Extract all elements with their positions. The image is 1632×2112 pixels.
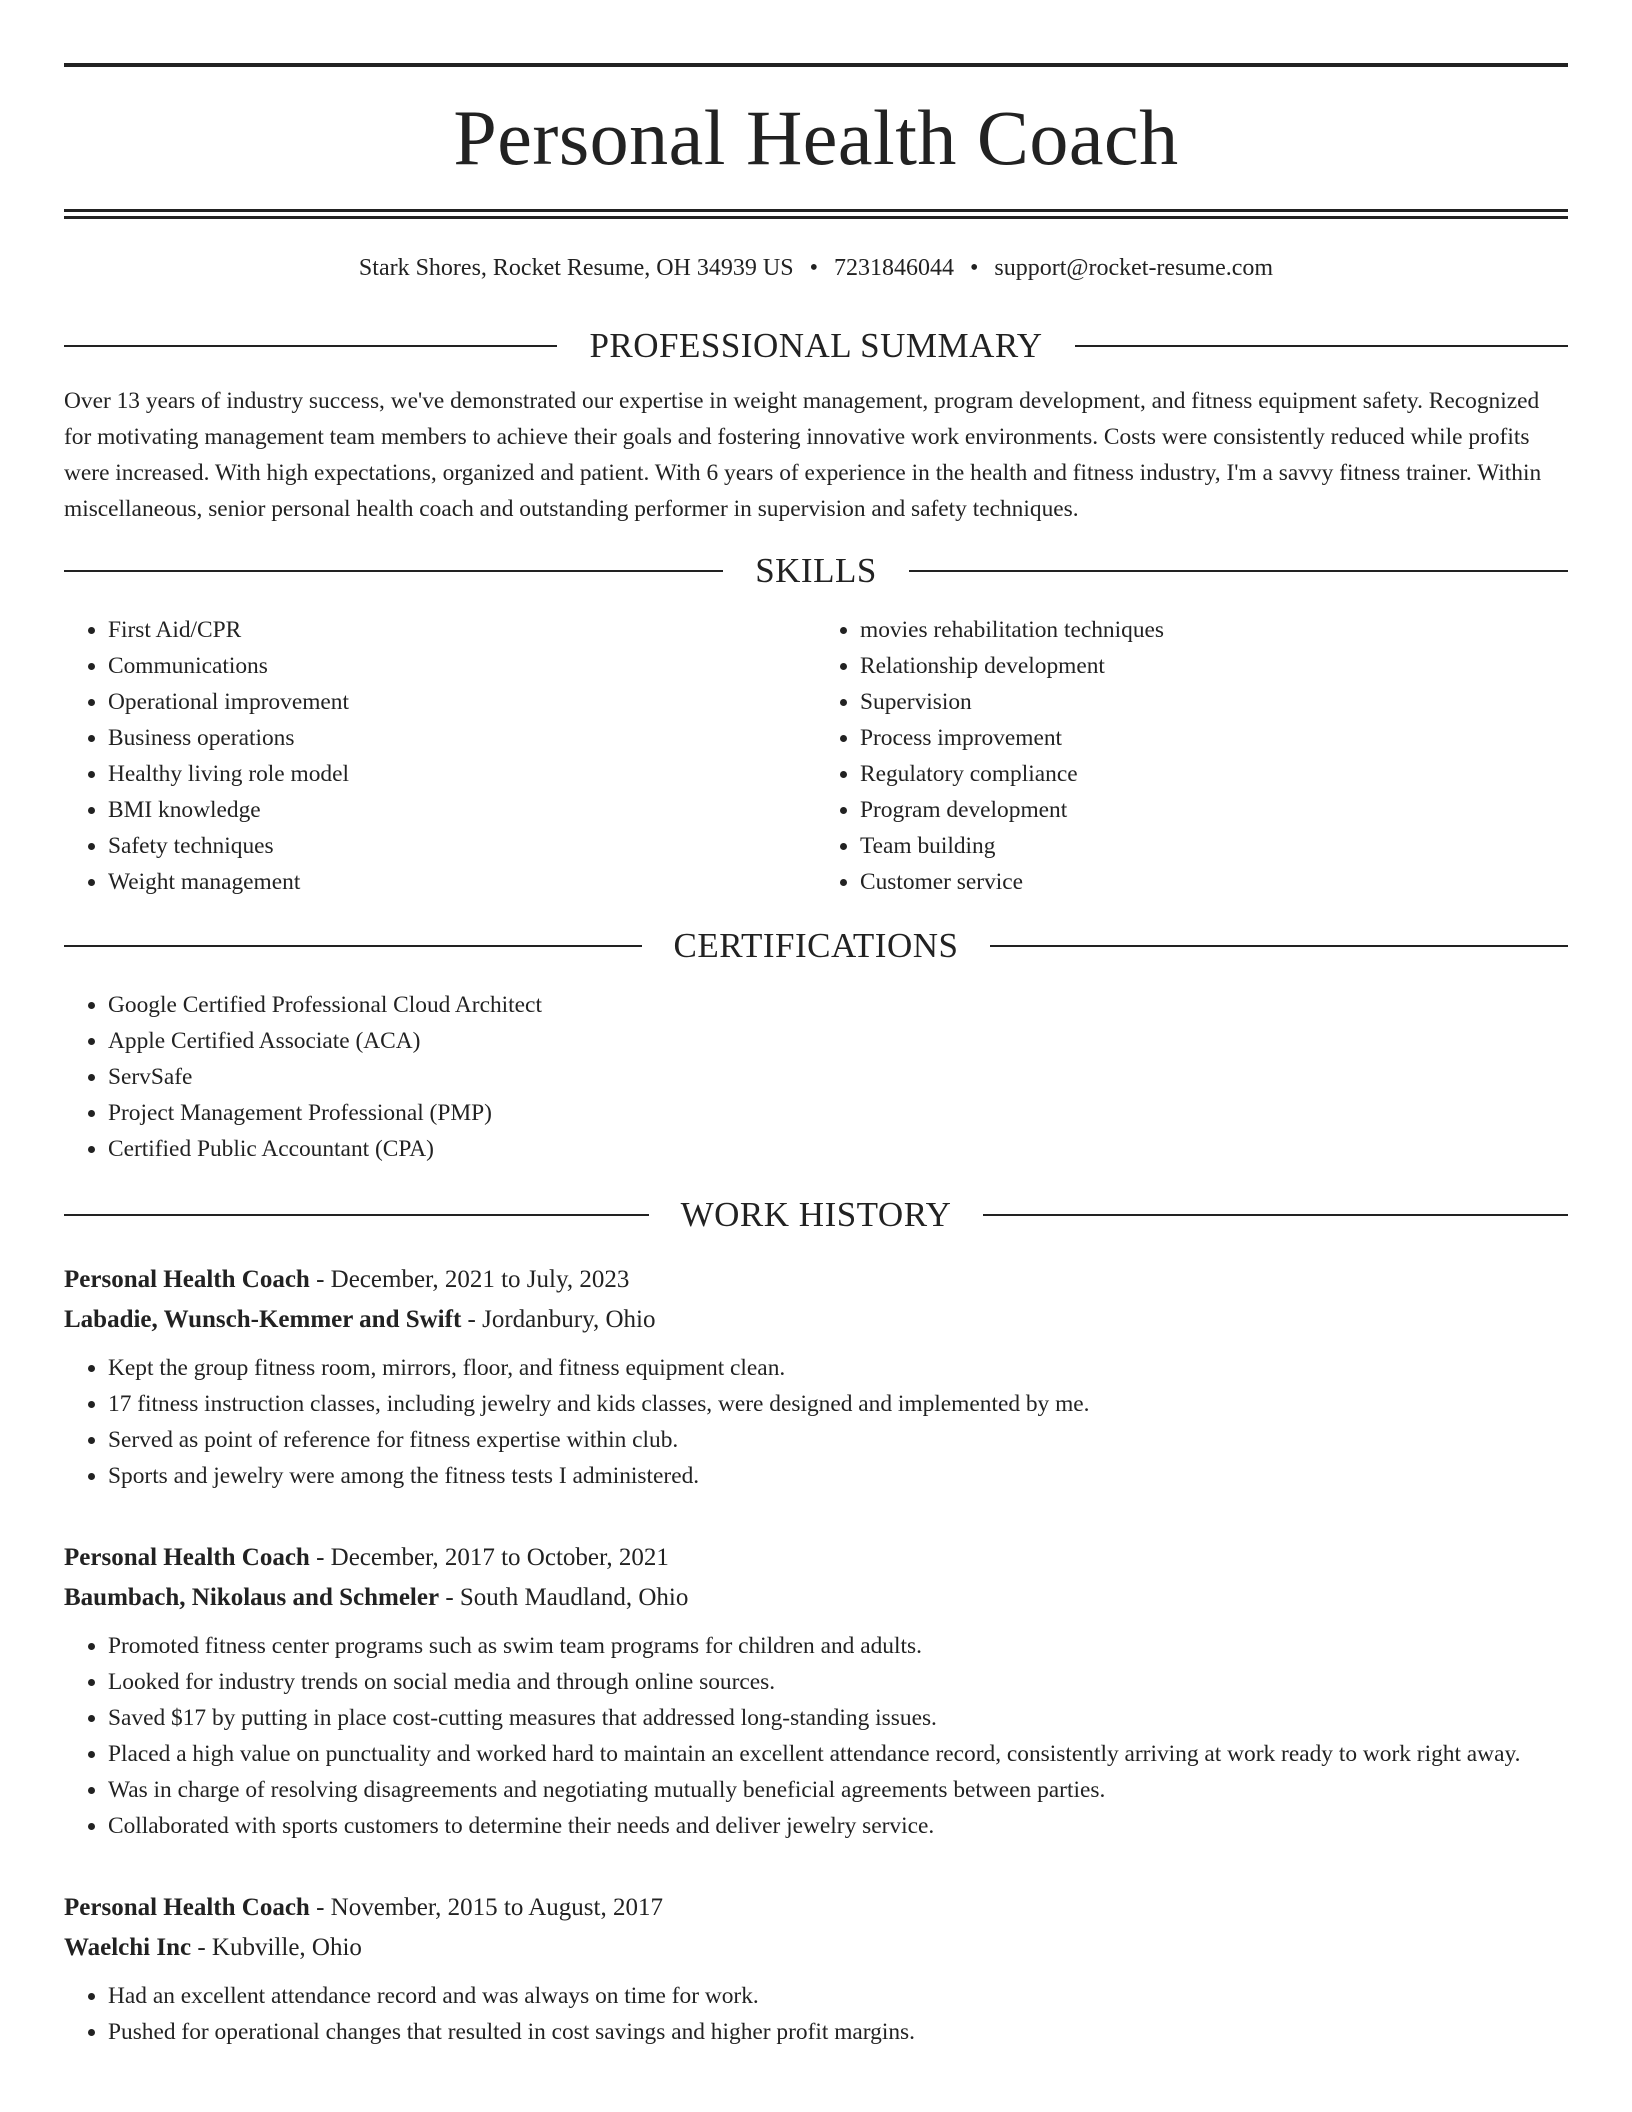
list-item: • Weight management (108, 864, 816, 900)
contact-email: support@rocket-resume.com (994, 255, 1274, 281)
name-double-rule (64, 209, 1568, 219)
section-heading-work-history (64, 1197, 1568, 1232)
job-entry (64, 1538, 1568, 1844)
section-title: PROFESSIONAL SUMMARY (589, 326, 1043, 365)
job-entry (64, 1260, 1568, 1494)
contact-phone: 7231846044 (833, 255, 954, 281)
job-company: Baumbach, Nikolaus and Schmeler (64, 1584, 440, 1611)
job-dates: November, 2015 to August, 2017 (330, 1894, 663, 1921)
list-item: • Was in charge of resolving disagreements and negotiating mutually beneficial agreements between parties. (108, 1772, 1568, 1808)
section-heading-summary (64, 328, 1568, 363)
list-item: • First Aid/CPR (108, 612, 816, 648)
list-item: • Google Certified Professional Cloud Architect (108, 987, 1568, 1023)
list-item: • Saved $17 by putting in place cost-cutting measures that addressed long-standing issues. (108, 1700, 1568, 1736)
job-location: Kubville, Ohio (211, 1934, 362, 1961)
job-title-line: Personal Health Coach - December, 2017 to October, 2021 (64, 1544, 669, 1571)
job-location: South Maudland, Ohio (459, 1584, 689, 1611)
job-role: Personal Health Coach (64, 1544, 310, 1571)
section-title: WORK HISTORY (680, 1195, 952, 1234)
job-company: Waelchi Inc (64, 1934, 192, 1961)
skills-columns (64, 612, 1568, 900)
list-item: • Looked for industry trends on social media and through online sources. (108, 1664, 1568, 1700)
list-item: • Collaborated with sports customers to determine their needs and deliver jewelry service. (108, 1808, 1568, 1844)
list-item: • Program development (860, 792, 1568, 828)
list-item: • Kept the group fitness room, mirrors, floor, and fitness equipment clean. (108, 1350, 1568, 1386)
list-item: • Had an excellent attendance record and was always on time for work. (108, 1978, 1568, 2014)
job-role: Personal Health Coach (64, 1894, 310, 1921)
list-item: • Communications (108, 648, 816, 684)
job-entry (64, 1888, 1568, 2050)
job-bullets (64, 1978, 1568, 2050)
resume-name: Personal Health Coach (453, 94, 1179, 181)
job-bullets (64, 1628, 1568, 1844)
list-item: • Placed a high value on punctuality and worked hard to maintain an excellent attendance record, consistently arriving at work ready to work right away. (108, 1736, 1568, 1772)
work-history-list (64, 1260, 1568, 2050)
job-company-line: Waelchi Inc - Kubville, Ohio (64, 1934, 362, 1961)
list-item: • Customer service (860, 864, 1568, 900)
separator-dot: • (969, 255, 979, 281)
list-item: • movies rehabilitation techniques (860, 612, 1568, 648)
list-item: • Project Management Professional (PMP) (108, 1095, 1568, 1131)
job-dates: December, 2017 to October, 2021 (330, 1544, 669, 1571)
contact-line (64, 255, 1568, 282)
section-heading-certifications (64, 928, 1568, 963)
list-item: • Served as point of reference for fitness expertise within club. (108, 1422, 1568, 1458)
job-title-line: Personal Health Coach - November, 2015 to August, 2017 (64, 1894, 663, 1921)
skills-list-left (64, 612, 816, 900)
list-item: • Sports and jewelry were among the fitness tests I administered. (108, 1458, 1568, 1494)
job-company-line: Labadie, Wunsch-Kemmer and Swift - Jordanbury, Ohio (64, 1306, 656, 1333)
list-item: • Business operations (108, 720, 816, 756)
skills-list-right (816, 612, 1568, 900)
list-item: • 17 fitness instruction classes, including jewelry and kids classes, were designed and implemented by me. (108, 1386, 1568, 1422)
list-item: • Supervision (860, 684, 1568, 720)
list-item: • Certified Public Accountant (CPA) (108, 1131, 1568, 1167)
list-item: • Pushed for operational changes that resulted in cost savings and higher profit margins. (108, 2014, 1568, 2050)
list-item: • Regulatory compliance (860, 756, 1568, 792)
job-role: Personal Health Coach (64, 1266, 310, 1293)
section-title: SKILLS (755, 551, 877, 590)
job-company-line: Baumbach, Nikolaus and Schmeler - South Maudland, Ohio (64, 1584, 689, 1611)
list-item: • Relationship development (860, 648, 1568, 684)
job-location: Jordanbury, Ohio (482, 1306, 656, 1333)
list-item: • Apple Certified Associate (ACA) (108, 1023, 1568, 1059)
list-item: • Promoted fitness center programs such as swim team programs for children and adults. (108, 1628, 1568, 1664)
list-item: • Process improvement (860, 720, 1568, 756)
list-item: • Team building (860, 828, 1568, 864)
list-item: • Safety techniques (108, 828, 816, 864)
job-bullets (64, 1350, 1568, 1494)
job-title-line: Personal Health Coach - December, 2021 to July, 2023 (64, 1266, 630, 1293)
list-item: • Operational improvement (108, 684, 816, 720)
separator-dot: • (809, 255, 818, 281)
job-dates: December, 2021 to July, 2023 (330, 1266, 630, 1293)
job-company: Labadie, Wunsch-Kemmer and Swift (64, 1306, 462, 1333)
contact-address: Stark Shores, Rocket Resume, OH 34939 US (358, 255, 794, 281)
list-item: • ServSafe (108, 1059, 1568, 1095)
section-heading-skills (64, 553, 1568, 588)
list-item: • Healthy living role model (108, 756, 816, 792)
certifications-list (64, 987, 1568, 1167)
resume-page (64, 0, 1568, 2050)
section-title: CERTIFICATIONS (673, 926, 959, 965)
summary-text: Over 13 years of industry success, we've demonstrated our expertise in weight management, program development, and fitness equipment safety. Recognized for motivating management team members to achieve their goals and fostering innovative work environments. Costs were consistently reduced while profits were increased. With high expectations, organized and patient. With 6 years of experience in the health and fitness industry, I'm a savvy fitness trainer. Within miscellaneous, senior personal health coach and outstanding performer in supervision and safety techniques. (64, 388, 1542, 522)
list-item: • BMI knowledge (108, 792, 816, 828)
